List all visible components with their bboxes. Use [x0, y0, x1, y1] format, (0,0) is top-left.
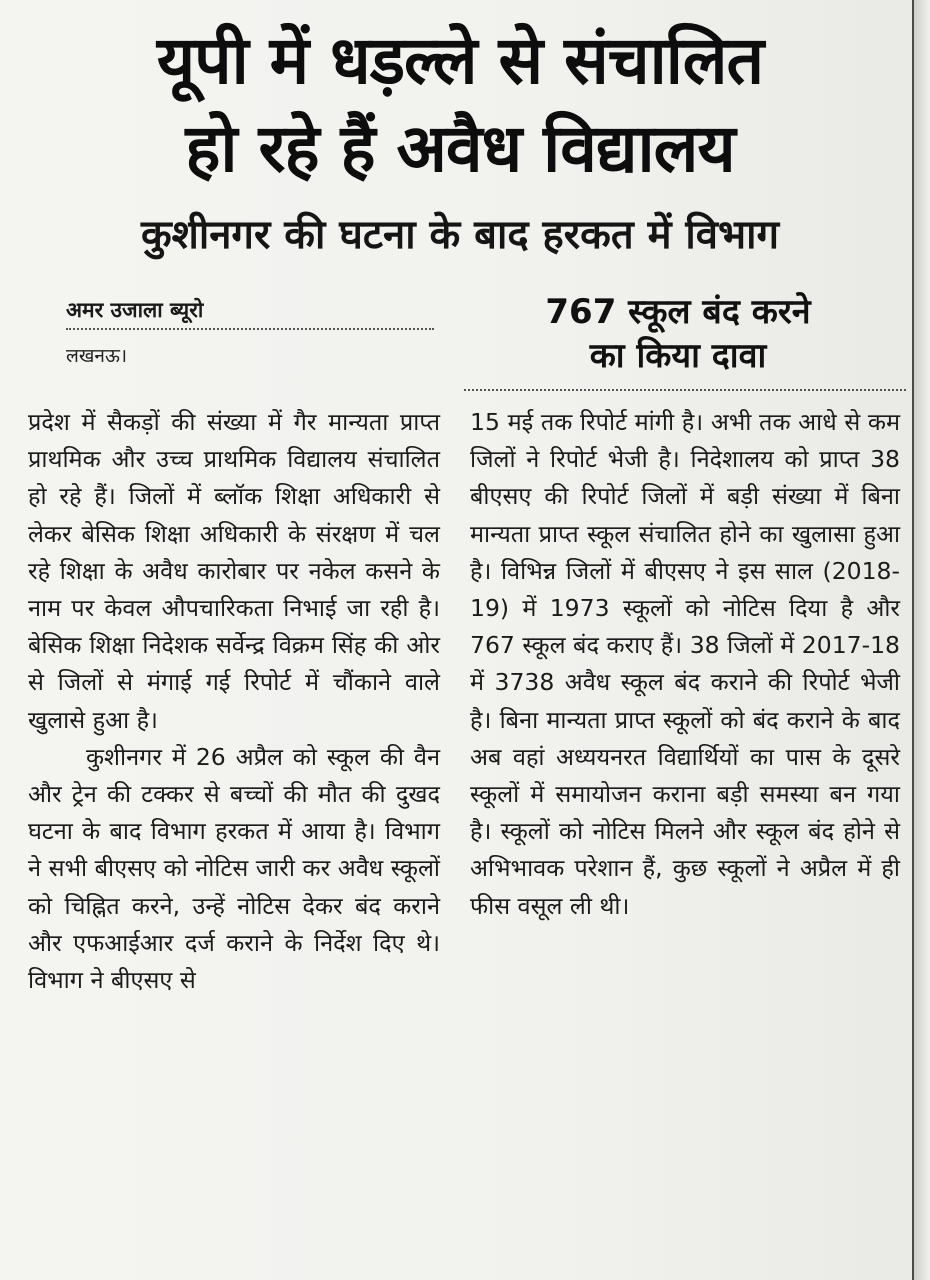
byline: अमर उजाला ब्यूरो	[66, 298, 204, 322]
page-edge-shadow	[914, 0, 930, 1280]
article-column-right	[470, 404, 900, 925]
headline-line-2: हो रहे हैं अवैध विद्यालय	[185, 110, 735, 187]
highlight-divider	[464, 389, 906, 391]
subheadline: कुशीनगर की घटना के बाद हरकत में विभाग	[140, 212, 780, 258]
article-column-left	[28, 404, 440, 999]
dateline: लखनऊ।	[66, 345, 128, 367]
highlight-line-2: का किया दावा	[589, 336, 767, 376]
right-paragraph-1: 15 मई तक रिपोर्ट मांगी है। अभी तक आधे से कम जिलों ने रिपोर्ट भेजी है। निदेशालय को प्राप्त 38 बीएसए की रिपोर्ट जिलों में बड़ी संख्या में बिना मान्यता प्राप्त स्कूल संचालित होने का खुलासा हुआ है। विभिन्न जिलों में बीएसए ने इस साल (2018-19) में 1973 स्कूलों को नोटिस दिया है और 767 स्कूल बंद कराए हैं। 38 जिलों में 2017-18 में 3738 अवैध स्कूल बंद कराने की रिपोर्ट भेजी है। बिना मान्यता प्राप्त स्कूलों को बंद कराने के बाद अब वहां अध्ययनरत विद्यार्थियों का पास के दूसरे स्कूलों में समायोजन कराना बड़ी समस्या बन गया है। स्कूलों को नोटिस मिलने और स्कूल बंद होने से अभिभावक परेशान हैं, कुछ स्कूलों ने अप्रैल में ही फीस वसूल ली थी।	[470, 408, 900, 920]
headline-line-1: यूपी में धड़ल्ले से संचालित	[156, 22, 764, 99]
byline-divider	[66, 328, 434, 330]
highlight-box-heading	[468, 290, 888, 378]
left-paragraph-1: प्रदेश में सैकड़ों की संख्या में गैर मान्यता प्राप्त प्राथमिक और उच्च प्राथमिक विद्यालय संचालित हो रहे हैं। जिलों में ब्लॉक शिक्षा अधिकारी से लेकर बेसिक शिक्षा अधिकारी के संरक्षण में चल रहे शिक्षा के अवैध कारोबार पर नकेल कसने के नाम पर केवल औपचारिकता निभाई जा रही है। बेसिक शिक्षा निदेशक सर्वेन्द्र विक्रम सिंह की ओर से जिलों से मंगाई गई रिपोर्ट में चौंकाने वाले खुलासे हुआ है।	[28, 408, 440, 734]
highlight-line-1: 767 स्कूल बंद करने	[545, 292, 811, 332]
left-paragraph-2: कुशीनगर में 26 अप्रैल को स्कूल की वैन और ट्रेन की टक्कर से बच्चों की मौत की दुखद घटना के बाद विभाग हरकत में आया है। विभाग ने सभी बीएसए को नोटिस जारी कर अवैध स्कूलों को चिह्नित करने, उन्हें नोटिस देकर बंद कराने और एफआईआर दर्ज कराने के निर्देश दिए थे। विभाग ने बीएसए से	[28, 742, 440, 995]
